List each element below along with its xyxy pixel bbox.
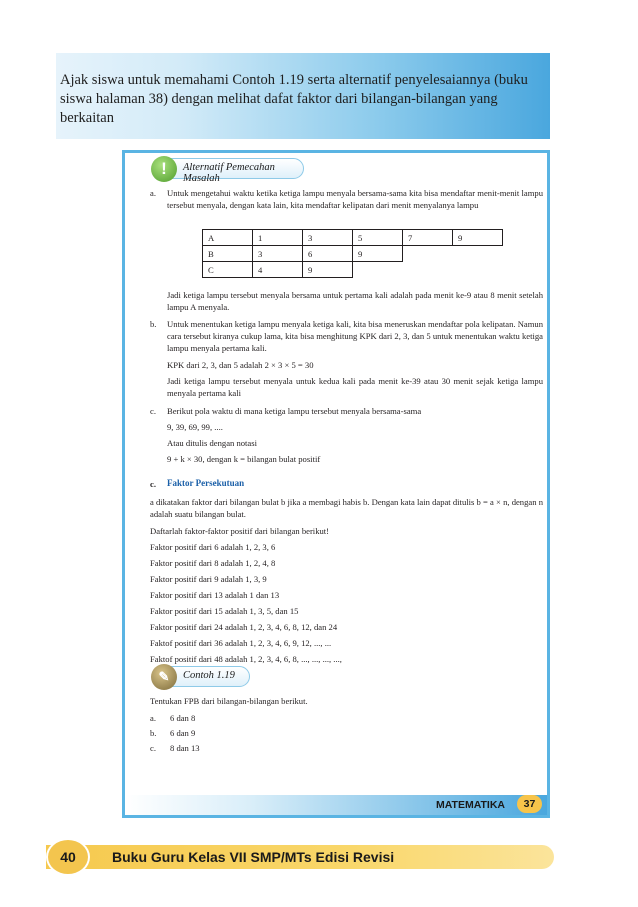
faktor-definition: a dikatakan faktor dari bilangan bulat b jika a membagi habis b. Dengan kata lain dapat ditulis b = a × n, dengan n adalah suatu bilangan bulat. (150, 497, 543, 519)
item-a-text: Untuk mengetahui waktu ketika ketiga lampu menyala bersama-sama kita bisa mendaftar menit-menit lampu tersebut menyala, dengan kata lain, kita mendaftar kelipatan dari menit menyalanya lampu (167, 188, 543, 210)
subject-label: MATEMATIKA (435, 799, 505, 811)
faktor-list-item: Faktof positif dari 36 adalah 1, 2, 3, 4, 6, 9, 12, ..., ... (150, 638, 332, 648)
footer-book-title: Buku Guru Kelas VII SMP/MTs Edisi Revisi (112, 849, 395, 865)
faktor-title: Faktor Persekutuan (167, 478, 245, 488)
contoh-item-text: 6 dan 8 (170, 713, 196, 723)
contoh-item-text: 8 dan 13 (170, 743, 200, 753)
contoh-item-label: c. (150, 743, 156, 753)
trophy-icon: ✎ (151, 664, 177, 690)
table-cell: 9 (303, 262, 353, 278)
faktor-list-item: Faktor positif dari 24 adalah 1, 2, 3, 4, 6, 8, 12, dan 24 (150, 622, 338, 632)
inner-page-number: 37 (517, 795, 542, 813)
contoh-item-text: 6 dan 9 (170, 728, 196, 738)
empty-cell (453, 246, 503, 262)
empty-cell (353, 262, 403, 278)
footer-page-number: 40 (46, 838, 90, 876)
table-row (203, 262, 503, 278)
table-cell: 5 (353, 230, 403, 246)
contoh-item-label: b. (150, 728, 157, 738)
multiples-table (202, 229, 503, 278)
faktor-label: c. (150, 479, 156, 489)
item-c-text: Berikut pola waktu di mana ketiga lampu tersebut menyala bersama-sama (167, 406, 422, 416)
exclamation-icon: ! (151, 156, 177, 182)
faktor-list-item: Faktor positif dari 9 adalah 1, 3, 9 (150, 574, 267, 584)
table-row (203, 246, 503, 262)
faktor-list-item: Faktof positif dari 48 adalah 1, 2, 3, 4, 6, 8, ..., ..., ..., ..., (150, 654, 342, 664)
faktor-list-item: Faktor positif dari 13 adalah 1 dan 13 (150, 590, 280, 600)
table-cell: B (203, 246, 253, 262)
faktor-list-item: Faktor positif dari 8 adalah 1, 2, 4, 8 (150, 558, 276, 568)
faktor-intro: Daftarlah faktor-faktor positif dari bilangan berikut! (150, 526, 330, 536)
instruction-banner (56, 53, 550, 139)
banner-text: Ajak siswa untuk memahami Contoh 1.19 serta alternatif penyelesaiannya (buku siswa halaman 38) dengan melihat dafat faktor dari bilangan-bilangan yang berkaitan (60, 72, 528, 126)
faktor-list-item: Faktor positif dari 6 adalah 1, 2, 3, 6 (150, 542, 276, 552)
item-b-label: b. (150, 319, 157, 329)
table-cell: 3 (253, 246, 303, 262)
alternatif-heading (152, 158, 304, 184)
table-cell: A (203, 230, 253, 246)
alternatif-title: Alternatif Pemecahan Masalah (183, 162, 275, 184)
table-cell: 4 (253, 262, 303, 278)
item-b-conclusion: Jadi ketiga lampu tersebut menyala untuk kedua kali pada menit ke-39 atau 30 menit sejak ketiga lampu menyala pertama kali (167, 376, 543, 398)
table-cell: 9 (353, 246, 403, 262)
table-cell: 9 (453, 230, 503, 246)
contoh-item-label: a. (150, 713, 156, 723)
item-c-sequence: 9, 39, 69, 99, .... (167, 422, 223, 432)
empty-cell (453, 262, 503, 278)
item-b-kpk: KPK dari 2, 3, dan 5 adalah 2 × 3 × 5 = 30 (167, 360, 314, 370)
table-cell: 1 (253, 230, 303, 246)
table-cell: 6 (303, 246, 353, 262)
empty-cell (403, 262, 453, 278)
faktor-list-item: Faktor positif dari 15 adalah 1, 3, 5, dan 15 (150, 606, 299, 616)
table-cell: 7 (403, 230, 453, 246)
table-cell: 3 (303, 230, 353, 246)
item-a-label: a. (150, 188, 156, 198)
table-cell: C (203, 262, 253, 278)
contoh-heading (152, 666, 250, 687)
item-b-text: Untuk menentukan ketiga lampu menyala ketiga kali, kita bisa meneruskan mendaftar pola kelipatan. Namun cara tersebut kiranya cukup lama, kita bisa menghitung KPK dari 2, 3, dan 5 untuk menentukan waktu ketiga lampu menyala pertama kali. (167, 319, 543, 353)
empty-cell (403, 246, 453, 262)
inner-footer-bar (125, 795, 547, 815)
item-c-formula: 9 + k × 30, dengan k = bilangan bulat positif (167, 454, 321, 464)
item-c-label: c. (150, 406, 156, 416)
item-c-notasi: Atau ditulis dengan notasi (167, 438, 257, 448)
item-a-conclusion: Jadi ketiga lampu tersebut menyala bersama untuk pertama kali adalah pada menit ke-9 atau 8 menit setelah lampu A menyala. (167, 290, 543, 312)
table-row (203, 230, 503, 246)
contoh-intro: Tentukan FPB dari bilangan-bilangan berikut. (150, 696, 308, 706)
contoh-title: Contoh 1.19 (183, 670, 235, 681)
